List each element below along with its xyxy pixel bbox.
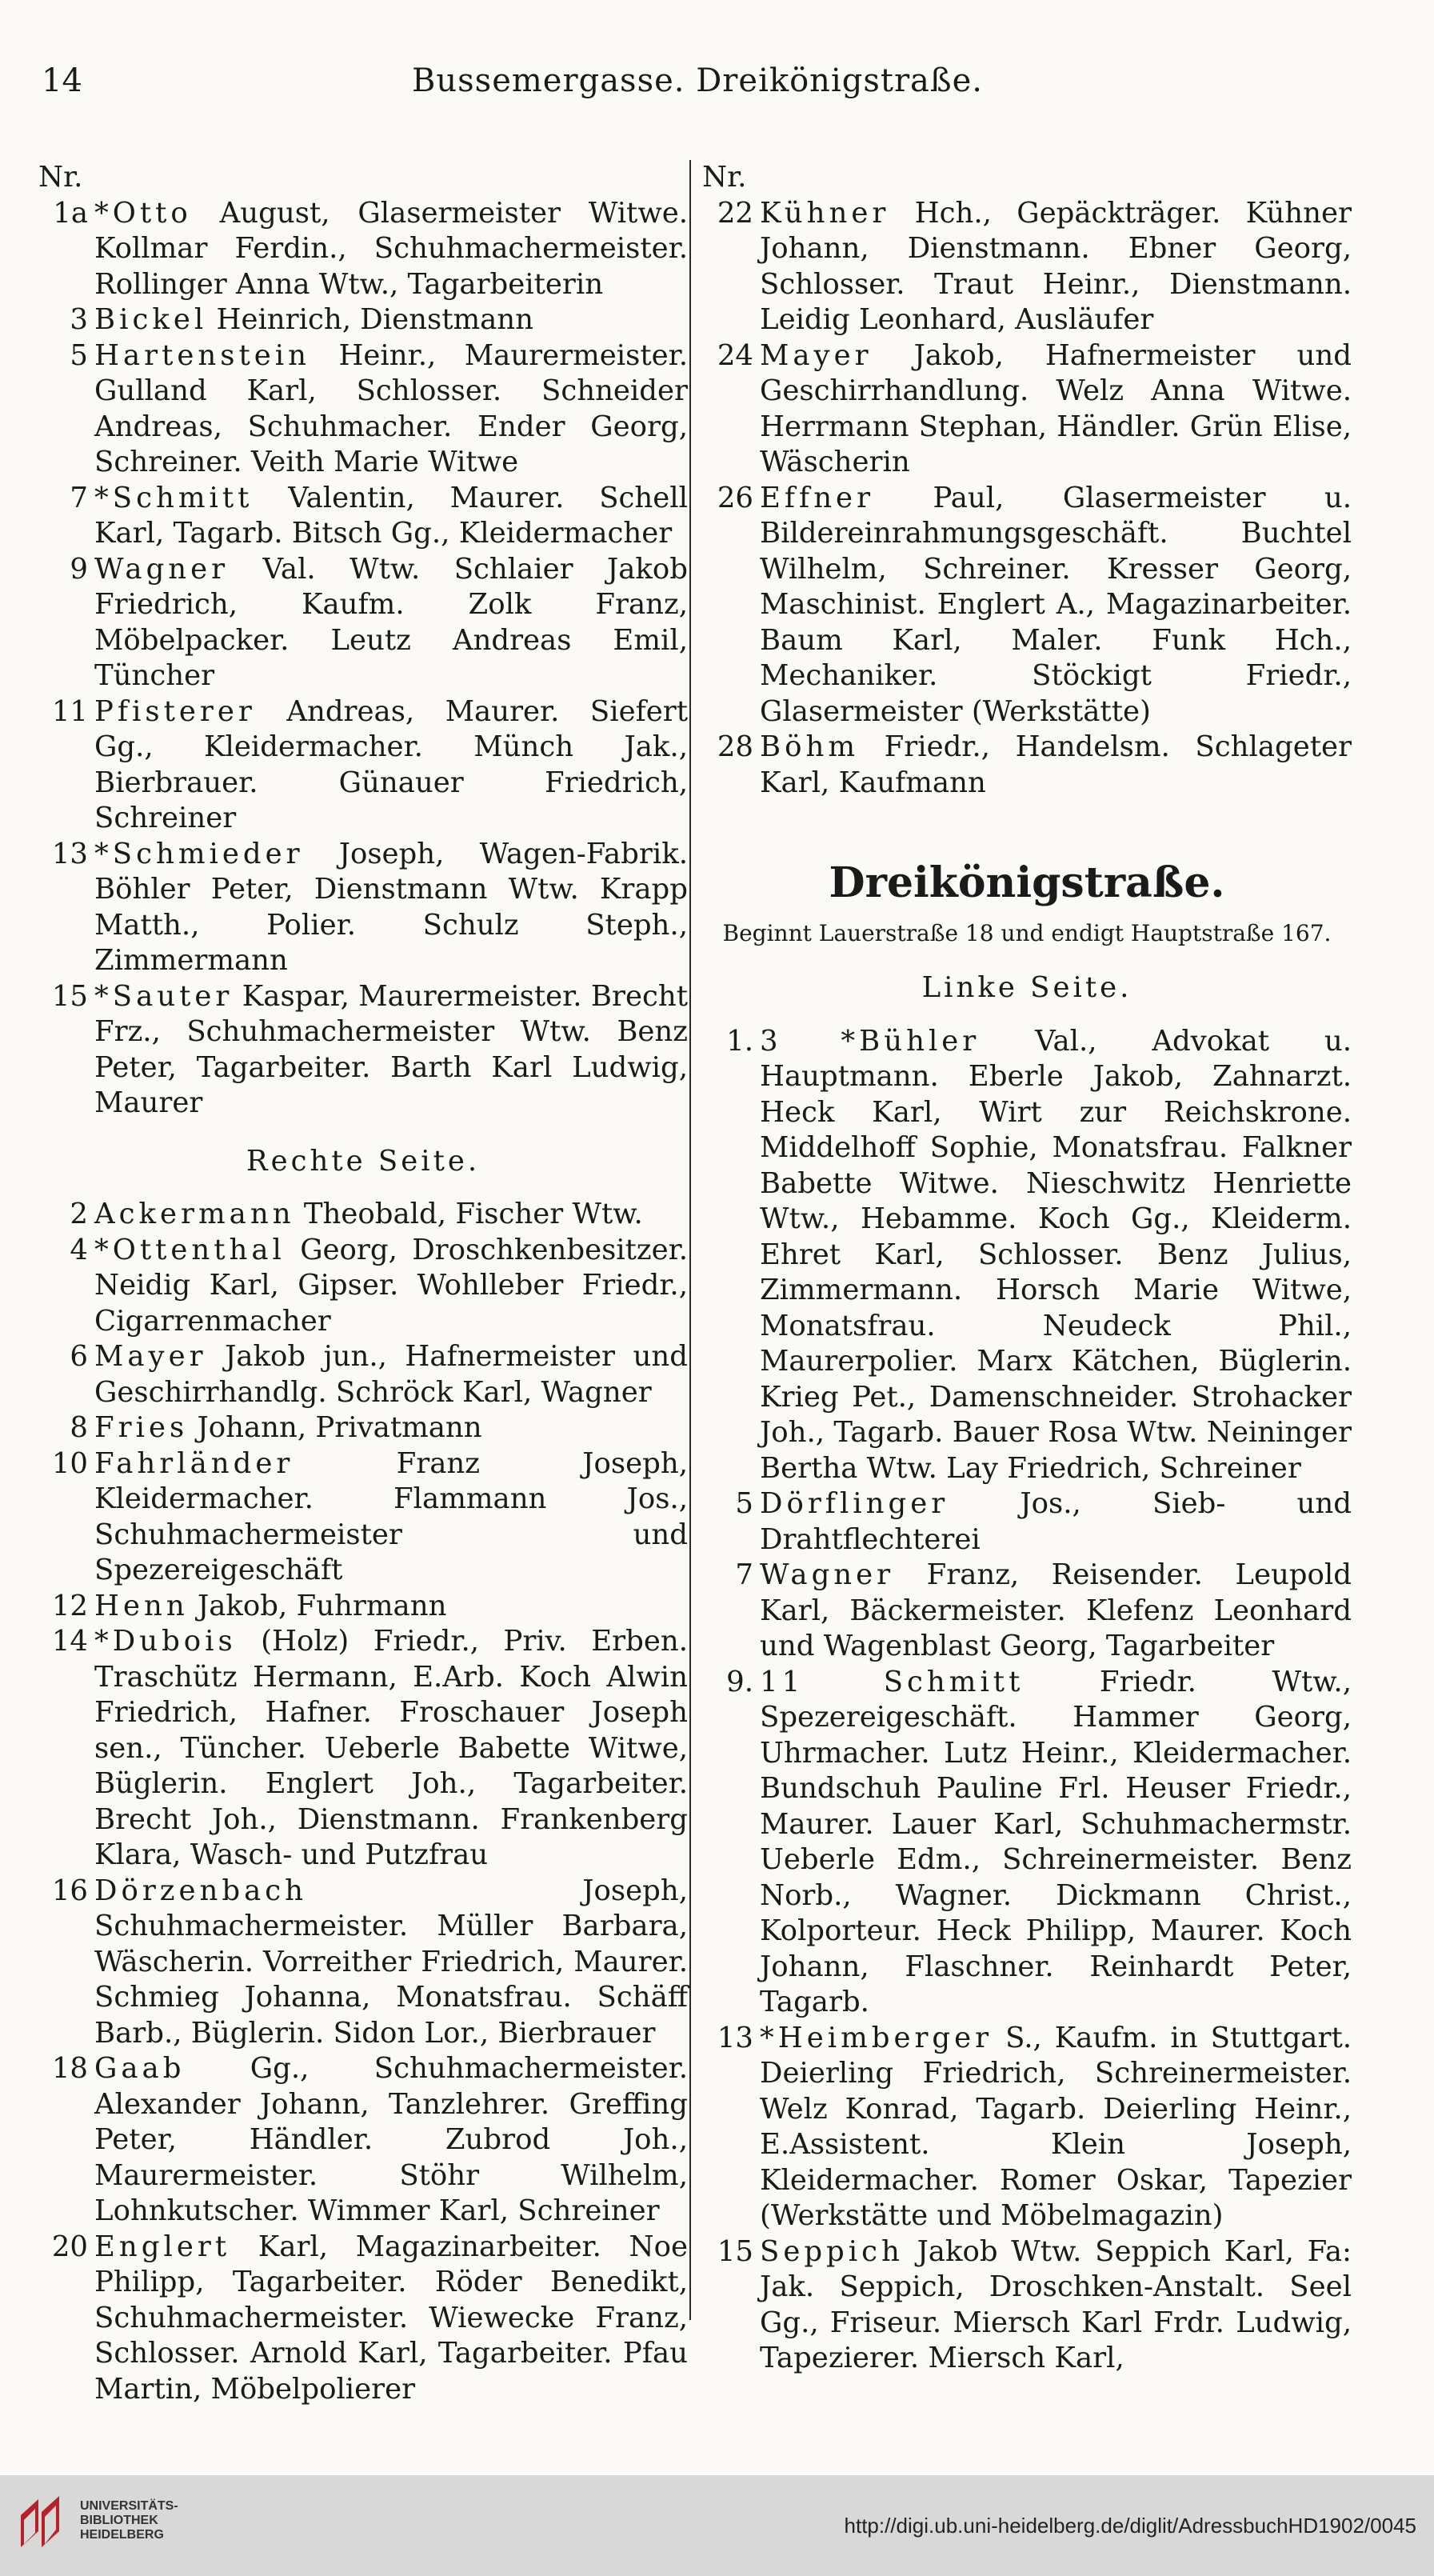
residents-text: Joseph, Wagen-Fabrik. Böhler Peter, Dienstmann Wtw. Krapp Matth., Polier. Schulz Steph., Zimmermann xyxy=(94,837,688,977)
house-number: 18 xyxy=(51,2052,88,2085)
owner-name: *Schmitt xyxy=(94,481,254,514)
house-number: 22 xyxy=(717,196,753,230)
owner-name: Gaab xyxy=(94,2052,186,2085)
entry-text xyxy=(94,2051,688,2230)
entry-text xyxy=(94,1339,688,1410)
left-column xyxy=(38,160,688,2407)
directory-entry xyxy=(38,196,688,303)
house-number: 10 xyxy=(51,1446,88,1480)
house-number: 12 xyxy=(51,1589,88,1622)
owner-name: *Ottenthal xyxy=(94,1233,286,1266)
residents-text: Gg., Schuhmachermeister. Alexander Johann, Tanzlehrer. Greffing Peter, Händler. Zubrod Joh., Maurermeister. Stöhr Wilhelm, Lohnkutscher. Wimmer Karl, Schreiner xyxy=(94,2052,688,2227)
directory-entry xyxy=(38,979,688,1122)
entry-text xyxy=(760,1558,1352,1665)
nr-label: Nr. xyxy=(38,161,83,194)
owner-name: Mayer xyxy=(94,1340,207,1373)
residents-text: Franz Joseph, Kleidermacher. Flammann Jos., Schuhmachermeister und Spezereigeschäft xyxy=(94,1446,688,1586)
entry-text xyxy=(760,1665,1352,2021)
directory-entry xyxy=(38,2230,688,2408)
residents-text: Franz, Reisender. Leupold Karl, Bäckermeister. Klefenz Leonhard und Wagenblast Georg, Tagarbeiter xyxy=(760,1558,1352,1662)
directory-entry xyxy=(38,1874,688,2052)
house-number: 4 xyxy=(70,1233,88,1266)
directory-entry xyxy=(38,2051,688,2230)
directory-entry xyxy=(38,1410,688,1446)
column-divider xyxy=(689,160,691,2320)
house-number: 3 xyxy=(70,303,88,336)
directory-entry xyxy=(702,1665,1352,2021)
entries-list xyxy=(38,196,688,1122)
house-number: 1a xyxy=(53,196,88,230)
library-name-line: UNIVERSITÄTS- xyxy=(80,2499,178,2513)
owner-name: Englert xyxy=(94,2230,231,2263)
residents-text: Hch., Gepäckträger. Kühner Johann, Dienstmann. Ebner Georg, Schlosser. Traut Heinr., Dienstmann. Leidig Leonhard, Ausläufer xyxy=(760,196,1352,336)
directory-entry xyxy=(702,2234,1352,2377)
house-number: 9. xyxy=(726,1665,753,1698)
entry-text xyxy=(94,694,688,837)
directory-entry xyxy=(38,1339,688,1410)
entry-text xyxy=(94,552,688,694)
owner-name: Ackermann xyxy=(94,1198,295,1230)
entry-text xyxy=(94,338,688,481)
house-number: 5 xyxy=(70,338,88,372)
directory-entry xyxy=(38,1624,688,1874)
directory-entry xyxy=(38,694,688,837)
entry-text xyxy=(760,338,1352,481)
residents-text: Friedr., Handelsm. Schlageter Karl, Kaufmann xyxy=(760,730,1352,799)
entry-text xyxy=(94,979,688,1122)
house-number: 11 xyxy=(51,694,88,728)
page-header xyxy=(42,62,1353,110)
house-number: 26 xyxy=(717,481,753,514)
residents-text: Georg, Droschkenbesitzer. Neidig Karl, Gipser. Wohlleber Friedr., Cigarrenmacher xyxy=(94,1233,688,1338)
residents-text: Andreas, Maurer. Siefert Gg., Kleidermacher. Münch Jak., Bierbrauer. Günauer Friedrich, Schreiner xyxy=(94,694,688,834)
owner-name: Böhm xyxy=(760,730,859,763)
house-number: 6 xyxy=(70,1340,88,1373)
owner-name: Dörflinger xyxy=(760,1487,949,1520)
house-number: 13 xyxy=(717,2021,753,2054)
owner-name: Seppich xyxy=(760,2234,904,2268)
entry-text xyxy=(94,481,688,552)
residents-text: Kaspar, Maurermeister. Brecht Frz., Schuhmachermeister Wtw. Benz Peter, Tagarbeiter. Barth Karl Ludwig, Maurer xyxy=(94,979,688,1119)
house-number: 15 xyxy=(717,2234,753,2268)
section-heading: Rechte Seite. xyxy=(246,1144,481,1178)
house-number: 9 xyxy=(70,552,88,586)
right-column xyxy=(702,160,1352,2377)
entry-text xyxy=(760,730,1352,801)
house-number: 8 xyxy=(70,1411,88,1444)
entries-list xyxy=(38,1197,688,2407)
street-title: Dreikönigstraße. xyxy=(829,858,1225,907)
directory-entry xyxy=(38,1233,688,1340)
house-number: 15 xyxy=(51,979,88,1013)
residents-text: Jakob, Fuhrmann xyxy=(188,1589,447,1622)
owner-name: Bickel xyxy=(94,303,208,336)
owner-name: Hartenstein xyxy=(94,338,310,372)
entry-text xyxy=(760,1486,1352,1558)
owner-name: Mayer xyxy=(760,338,873,372)
house-number: 16 xyxy=(51,1874,88,1907)
residents-text: Jakob Wtw. Seppich Karl, Fa: Jak. Seppich, Droschken-Anstalt. Seel Gg., Friseur. Miersch Karl Frdr. Ludwig, Tapezierer. Miersch Karl, xyxy=(760,2234,1352,2374)
house-number: 13 xyxy=(51,837,88,870)
directory-entry xyxy=(702,2021,1352,2234)
house-number: 1. xyxy=(726,1024,753,1058)
directory-entry xyxy=(702,338,1352,481)
library-name xyxy=(80,2499,178,2542)
library-name-line: BIBLIOTHEK xyxy=(80,2514,158,2527)
source-url-link[interactable]: http://digi.ub.uni-heidelberg.de/diglit/AdressbuchHD1902/0045 xyxy=(844,2514,1416,2538)
owner-name: Wagner xyxy=(94,552,230,586)
residents-text: Joseph, Schuhmachermeister. Müller Barbara, Wäscherin. Vorreither Friedrich, Maurer. Schmieg Johanna, Monatsfrau. Schäff Barb., Büglerin. Sidon Lor., Bierbrauer xyxy=(94,1874,688,2050)
entry-text xyxy=(760,1024,1352,1487)
residents-text: Jakob, Hafnermeister und Geschirrhandlung. Welz Anna Witwe. Herrmann Stephan, Händler. Grün Elise, Wäscherin xyxy=(760,338,1352,478)
owner-name: Kühner xyxy=(760,196,890,230)
entries-list xyxy=(702,196,1352,802)
directory-entry xyxy=(38,1446,688,1589)
house-number: 7 xyxy=(70,481,88,514)
footer-bar xyxy=(0,2475,1434,2576)
residents-text: Theobald, Fischer Wtw. xyxy=(294,1198,643,1230)
owner-name: Fahrländer xyxy=(94,1446,294,1480)
directory-entry xyxy=(38,837,688,979)
house-number: 2 xyxy=(70,1198,88,1230)
entry-text xyxy=(94,1874,688,2052)
owner-name: *Heimberger xyxy=(760,2021,993,2054)
residents-text: Karl, Magazinarbeiter. Noe Philipp, Tagarbeiter. Röder Benedikt, Schuhmachermeister. Wiewecke Franz, Schlosser. Arnold Karl, Tagarbeiter. Pfau Martin, Möbelpolierer xyxy=(94,2230,688,2406)
residents-text: Heinr., Maurermeister. Gulland Karl, Schlosser. Schneider Andreas, Schuhmacher. Ender Georg, Schreiner. Veith Marie Witwe xyxy=(94,338,688,478)
residents-text: (Holz) Friedr., Priv. Erben. Traschütz Hermann, E.Arb. Koch Alwin Friedrich, Hafner. Froschauer Joseph sen., Tüncher. Ueberle Babette Witwe, Büglerin. Englert Joh., Tagarbeiter. Brecht Joh., Dienstmann. Frankenberg Klara, Wasch- und Putzfrau xyxy=(94,1625,688,1871)
directory-entry xyxy=(38,1589,688,1625)
entry-text xyxy=(94,2230,688,2408)
directory-entry xyxy=(702,1024,1352,1487)
directory-entry xyxy=(702,1558,1352,1665)
house-number: 28 xyxy=(717,730,753,763)
owner-name: Dörzenbach xyxy=(94,1874,308,1907)
entry-text xyxy=(94,1197,688,1233)
entry-text xyxy=(94,302,688,338)
house-number: 7 xyxy=(735,1558,753,1591)
residents-text: Paul, Glasermeister u. Bildereinrahmungsgeschäft. Buchtel Wilhelm, Schreiner. Kresser Georg, Maschinist. Englert A., Magazinarbeiter. Baum Karl, Maler. Funk Hch., Mechaniker. Stöckigt Friedr., Glasermeister (Werkstätte) xyxy=(760,481,1352,728)
residents-text: Val., Advokat u. Hauptmann. Eberle Jakob, Zahnarzt. Heck Karl, Wirt zur Reichskrone. Middelhoff Sophie, Monatsfrau. Falkner Babette Witwe. Nieschwitz Henriette Wtw., Hebamme. Koch Gg., Kleiderm. Ehret Karl, Schlosser. Benz Julius, Zimmermann. Horsch Marie Witwe, Monatsfrau. Neudeck Phil., Maurerpolier. Marx Kätchen, Büglerin. Krieg Pet., Damenschneider. Strohacker Joh., Tagarb. Bauer Rosa Wtw. Neininger Bertha Wtw. Lay Friedrich, Schreiner xyxy=(760,1024,1352,1485)
owner-name: *Dubois xyxy=(94,1625,237,1658)
nr-label: Nr. xyxy=(702,161,747,194)
entry-text xyxy=(94,1624,688,1874)
directory-entry xyxy=(38,338,688,481)
residents-text: Friedr. Wtw., Spezereigeschäft. Hammer Georg, Uhrmacher. Lutz Heinr., Kleidermacher. Bundschuh Pauline Frl. Heuser Friedr., Maurer. Lauer Karl, Schuhmachermstr. Ueberle Edm., Schreinermeister. Benz Norb., Wagner. Dickmann Christ., Kolporteur. Heck Philipp, Maurer. Koch Johann, Flaschner. Reinhardt Peter, Tagarb. xyxy=(760,1665,1352,2018)
owner-name: Wagner xyxy=(760,1558,895,1591)
residents-text: Johann, Privatmann xyxy=(188,1411,482,1444)
library-name-line: HEIDELBERG xyxy=(80,2528,164,2542)
residents-text: August, Glasermeister Witwe. Kollmar Ferdin., Schuhmachermeister. Rollinger Anna Wtw., Tagarbeiterin xyxy=(94,196,688,301)
owner-name: *Schmieder xyxy=(94,837,304,870)
entries-list xyxy=(702,1024,1352,2377)
owner-name: Henn xyxy=(94,1589,189,1622)
owner-name: *Sauter xyxy=(94,979,234,1013)
entry-text xyxy=(94,1446,688,1589)
entry-text xyxy=(760,481,1352,730)
page-number: 14 xyxy=(42,62,82,99)
directory-entry xyxy=(702,481,1352,730)
residents-text: Val. Wtw. Schlaier Jakob Friedrich, Kaufm. Zolk Franz, Möbelpacker. Leutz Andreas Emil, Tüncher xyxy=(94,552,688,692)
house-number: 20 xyxy=(51,2230,88,2263)
section-heading: Linke Seite. xyxy=(921,971,1132,1004)
residents-text: Heinrich, Dienstmann xyxy=(207,303,534,336)
residents-text: Jos., Sieb- und Drahtflechterei xyxy=(760,1487,1352,1556)
owner-name: Fries xyxy=(94,1411,189,1444)
page-title: Bussemergasse. Dreikönigstraße. xyxy=(411,62,984,99)
directory-entry xyxy=(38,1197,688,1233)
entry-text xyxy=(94,1589,688,1625)
residents-text: Jakob jun., Hafnermeister und Geschirrhandlg. Schröck Karl, Wagner xyxy=(94,1340,688,1409)
house-number: 14 xyxy=(51,1625,88,1658)
entry-text xyxy=(94,1410,688,1446)
residents-text: Valentin, Maurer. Schell Karl, Tagarb. Bitsch Gg., Kleidermacher xyxy=(94,481,688,550)
owner-name: Effner xyxy=(760,481,875,514)
library-logo-icon xyxy=(14,2491,70,2555)
directory-entry xyxy=(702,730,1352,801)
entry-text xyxy=(760,2021,1352,2234)
entry-text xyxy=(760,196,1352,338)
owner-name: 3 *Bühler xyxy=(760,1024,981,1058)
directory-entry xyxy=(38,481,688,552)
entry-text xyxy=(94,837,688,979)
entry-text xyxy=(94,196,688,303)
residents-text: S., Kaufm. in Stuttgart. Deierling Friedrich, Schreinermeister. Welz Konrad, Tagarb. Deierling Heinr., E.Assistent. Klein Joseph, Kleidermacher. Romer Oskar, Tapezier (Werkstätte und Möbelmagazin) xyxy=(760,2021,1352,2232)
directory-entry xyxy=(702,196,1352,338)
house-number: 5 xyxy=(735,1487,753,1520)
owner-name: Pfisterer xyxy=(94,694,256,728)
directory-entry xyxy=(38,552,688,694)
directory-entry xyxy=(702,1486,1352,1558)
entry-text xyxy=(760,2234,1352,2377)
owner-name: *Otto xyxy=(94,196,192,230)
owner-name: 11 Schmitt xyxy=(760,1665,1025,1698)
house-number: 24 xyxy=(717,338,753,372)
entry-text xyxy=(94,1233,688,1340)
directory-entry xyxy=(38,302,688,338)
street-description: Beginnt Lauerstraße 18 und endigt Hauptstraße 167. xyxy=(722,920,1332,946)
